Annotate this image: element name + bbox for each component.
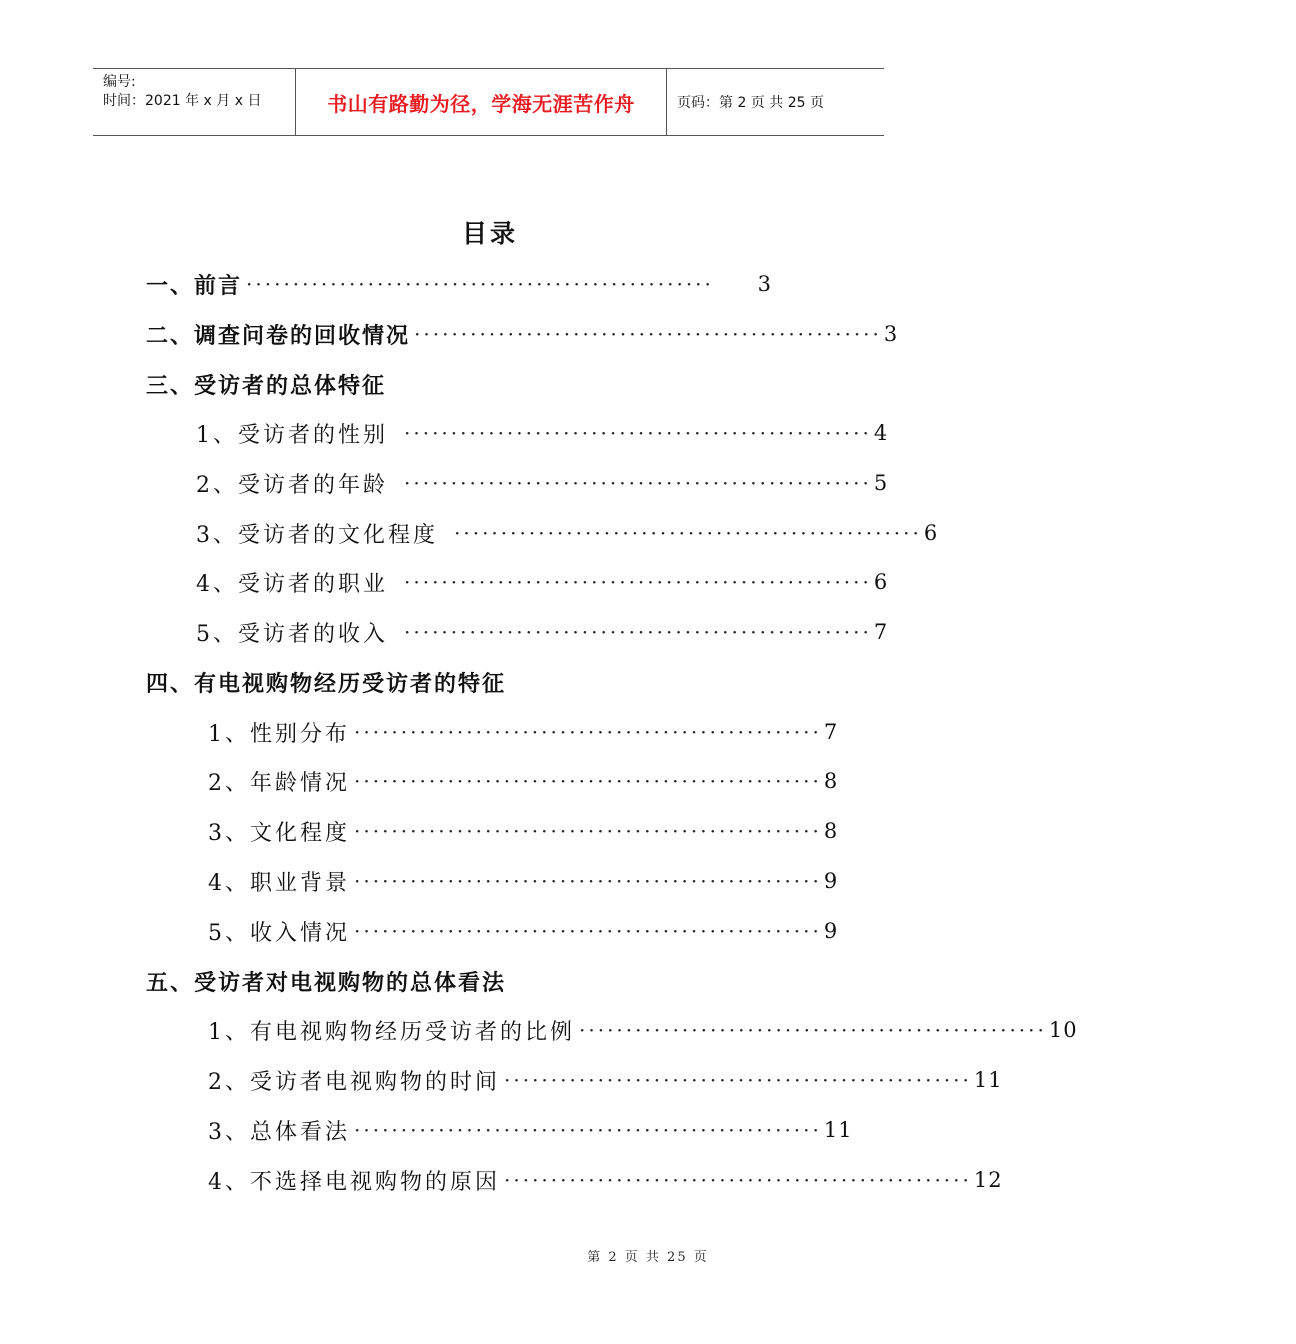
toc-section-heading[interactable]: [146, 964, 772, 998]
toc-entry[interactable]: [146, 317, 899, 351]
toc-entry[interactable]: [196, 516, 939, 550]
toc-entry-label: 4、不选择电视购物的原因: [208, 1169, 500, 1195]
toc-entry-label: 三、受访者的总体特征: [146, 373, 387, 399]
toc-entry-label: 4、受访者的职业: [196, 571, 388, 597]
toc-entry[interactable]: [208, 1113, 853, 1147]
toc-entry[interactable]: [196, 416, 889, 450]
toc-dot-leader: ··················································: [504, 1168, 972, 1192]
toc-entry-page: 11: [823, 1118, 853, 1142]
toc-entry-label: 3、文化程度: [208, 820, 350, 846]
toc-entry-label: 五、受访者对电视购物的总体看法: [146, 970, 507, 996]
toc-entry-page: 10: [1048, 1018, 1078, 1042]
toc-entry[interactable]: [208, 715, 839, 749]
header-meta: [93, 69, 295, 135]
toc-entry-page: 3: [757, 272, 772, 296]
toc-entry[interactable]: [208, 814, 839, 848]
toc-entry[interactable]: [208, 1163, 1003, 1197]
toc-dot-leader: ··················································: [404, 570, 872, 594]
toc-entry[interactable]: [196, 615, 889, 649]
toc-entry-page: 6: [873, 570, 889, 594]
toc-entry-page: 5: [873, 471, 889, 495]
toc-entry-label: 3、总体看法: [208, 1119, 350, 1145]
toc-dot-leader: ··················································: [354, 720, 822, 744]
toc-entry-page: 8: [823, 769, 839, 793]
document-code-label: 编号:: [103, 74, 136, 90]
toc-entry-label: 2、年龄情况: [208, 770, 350, 796]
toc-entry[interactable]: [196, 565, 889, 599]
header-motto: 书山有路勤为径，学海无涯苦作舟: [295, 69, 667, 135]
header-page-info: 页码：第 2 页 共 25 页: [677, 95, 824, 111]
toc-entry-label: 1、性别分布: [208, 721, 350, 747]
toc-dot-leader: ··················································: [404, 471, 872, 495]
toc-entry-label: 一、前言: [146, 273, 243, 299]
toc-entry-page: 9: [823, 869, 839, 893]
toc-entry-label: 1、受访者的性别: [196, 422, 388, 448]
toc-entry-label: 二、调查问卷的回收情况: [146, 323, 411, 349]
toc-entry-label: 四、有电视购物经历受访者的特征: [146, 671, 507, 697]
page-footer: 第 2 页 共 25 页: [587, 1250, 709, 1265]
toc-dot-leader: ··················································: [354, 819, 822, 843]
toc-dot-leader: ··················································: [354, 769, 822, 793]
toc-dot-leader: ··················································: [354, 869, 822, 893]
toc-dot-leader: ··················································: [414, 322, 882, 346]
toc-entry-page: 9: [823, 919, 839, 943]
document-time-label: 时间：2021 年 x 月 x 日: [103, 93, 262, 109]
toc-entry[interactable]: [208, 864, 839, 898]
toc-entry-label: 5、收入情况: [208, 920, 350, 946]
toc-entry-page: 11: [973, 1068, 1003, 1092]
toc-entry[interactable]: [196, 466, 889, 500]
toc-dot-leader: ··················································: [404, 620, 872, 644]
toc-dot-leader: ··················································: [246, 272, 714, 296]
toc-entry-page: 4: [873, 421, 889, 445]
toc-entry-label: 1、有电视购物经历受访者的比例: [208, 1019, 575, 1045]
toc-entry-label: 5、受访者的收入: [196, 621, 388, 647]
toc-dot-leader: ··················································: [354, 919, 822, 943]
toc-dot-leader: ··················································: [504, 1068, 972, 1092]
toc-entry[interactable]: [208, 764, 839, 798]
toc-section-heading[interactable]: [146, 665, 772, 699]
toc-dot-leader: ··················································: [454, 521, 922, 545]
toc-dot-leader: ··················································: [579, 1018, 1047, 1042]
toc-entry[interactable]: [208, 914, 839, 948]
toc-entry-page: 12: [973, 1168, 1003, 1192]
toc-section-heading[interactable]: [146, 367, 772, 401]
toc-entry[interactable]: [208, 1063, 1003, 1097]
toc-entry-label: 2、受访者电视购物的时间: [208, 1069, 500, 1095]
toc-entry-label: 3、受访者的文化程度: [196, 522, 438, 548]
toc-entry-label: 2、受访者的年龄: [196, 472, 388, 498]
toc-entry-page: 7: [823, 720, 839, 744]
toc-entry-page: 8: [823, 819, 839, 843]
toc-title: 目录: [461, 219, 518, 248]
toc-entry-page: 6: [923, 521, 939, 545]
toc-entry-label: 4、职业背景: [208, 870, 350, 896]
toc-entry[interactable]: [208, 1013, 1078, 1047]
toc-dot-leader: ··················································: [404, 421, 872, 445]
toc-entry[interactable]: [146, 267, 772, 301]
toc-entry-page: 7: [873, 620, 889, 644]
toc-dot-leader: ··················································: [354, 1118, 822, 1142]
toc-entry-page: 3: [883, 322, 899, 346]
document-header: [93, 68, 884, 136]
